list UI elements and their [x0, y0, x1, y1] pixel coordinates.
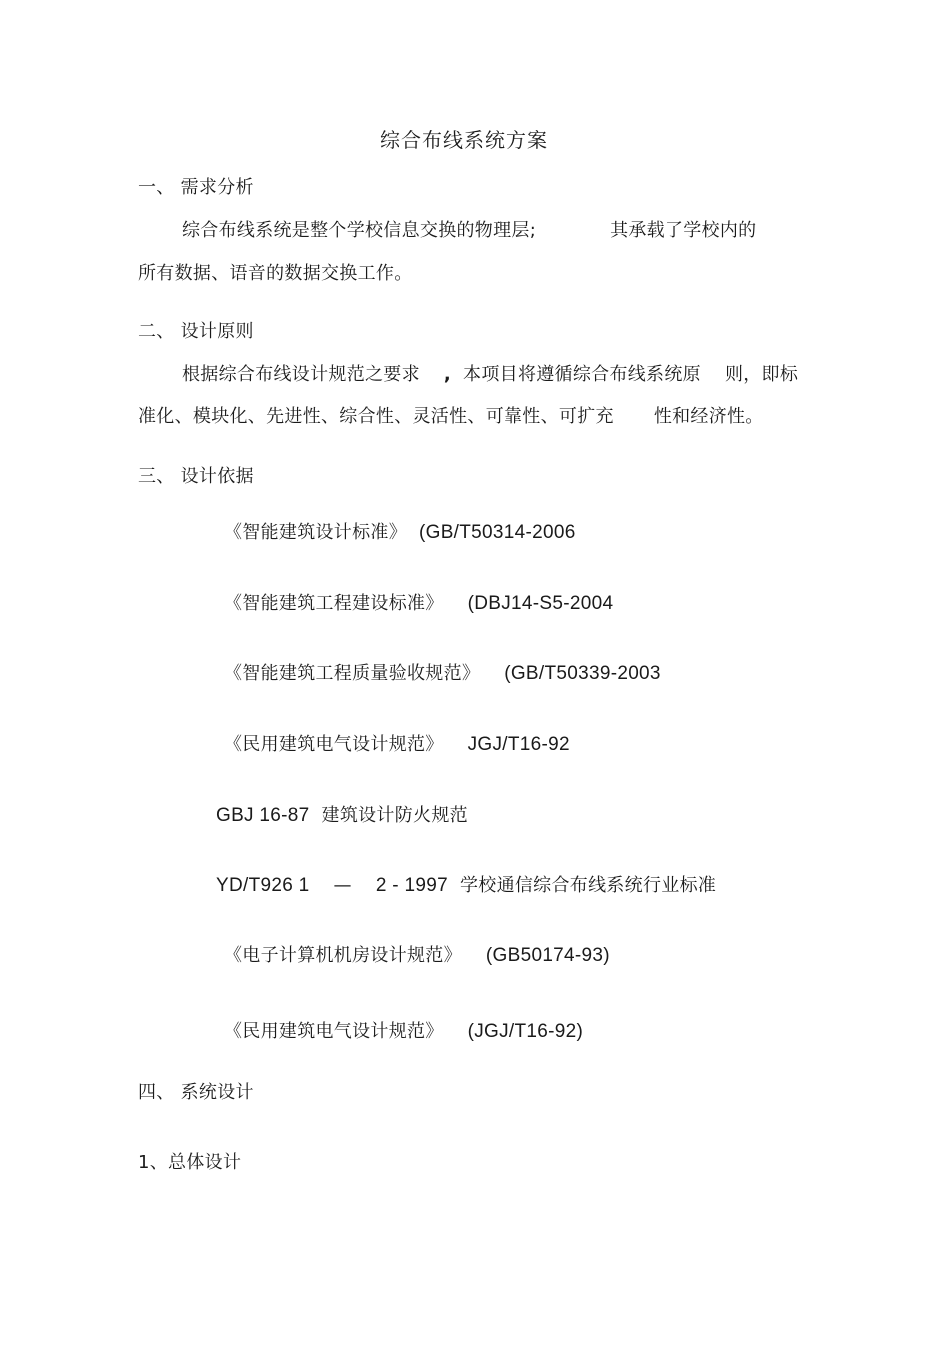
- reference-name: 《智能建筑工程质量验收规范》: [224, 663, 481, 684]
- reference-name: 建筑设计防火规范: [321, 805, 468, 826]
- reference-item: [224, 944, 610, 968]
- reference-item: [224, 1020, 583, 1044]
- text-fragment: 综合布线系统是整个学校信息交换的物理层;: [182, 220, 537, 241]
- reference-name: 《智能建筑设计标准》: [224, 522, 407, 543]
- reference-item: [216, 804, 468, 828]
- reference-item: [224, 521, 576, 545]
- reference-code: (DBJ14-S5-2004: [467, 593, 614, 614]
- reference-code: (GB/T50339-2003: [504, 663, 661, 684]
- reference-dash: —: [333, 875, 352, 896]
- reference-name: 《民用建筑电气设计规范》: [224, 1021, 444, 1042]
- section-heading-basis: 三、 设计依据: [138, 466, 254, 487]
- reference-item: [224, 733, 570, 757]
- paragraph-requirements-line2: 所有数据、语音的数据交换工作。: [138, 263, 413, 284]
- text-fragment: 性和经济性。: [653, 406, 764, 427]
- reference-code: (JGJ/T16-92): [467, 1021, 584, 1042]
- reference-item: [224, 662, 661, 686]
- reference-code: 2 - 1997: [375, 875, 448, 896]
- reference-code: GBJ 16-87: [216, 805, 310, 826]
- section-heading-system-design: 四、 系统设计: [138, 1082, 254, 1103]
- text-fragment: 其承载了学校内的: [610, 220, 757, 241]
- reference-name: 《电子计算机机房设计规范》: [224, 945, 462, 966]
- paragraph-principles-line1: [182, 363, 798, 387]
- reference-code: YD/T926 1: [216, 875, 310, 896]
- reference-name: 《智能建筑工程建设标准》: [224, 593, 444, 614]
- reference-code: JGJ/T16-92: [467, 734, 570, 755]
- reference-item: [216, 874, 716, 898]
- reference-item: [224, 592, 613, 616]
- reference-name: 《民用建筑电气设计规范》: [224, 734, 444, 755]
- text-comma: ,: [443, 364, 452, 385]
- document-title: 综合布线系统方案: [380, 128, 548, 152]
- paragraph-requirements-line1: [182, 219, 756, 243]
- text-fragment: 根据综合布线设计规范之要求: [182, 364, 420, 385]
- section-heading-principles: 二、 设计原则: [138, 321, 254, 342]
- reference-code: (GB/T50314-2006: [419, 522, 576, 543]
- subsection-heading-overall-design: 1、总体设计: [138, 1152, 242, 1173]
- text-fragment: 本项目将遵循综合布线系统原: [463, 364, 701, 385]
- text-fragment: 则，即标: [724, 364, 799, 385]
- text-fragment: 准化、模块化、先进性、综合性、灵活性、可靠性、可扩充: [138, 406, 614, 427]
- reference-code: (GB50174-93): [485, 945, 610, 966]
- paragraph-principles-line2: [138, 405, 764, 429]
- section-heading-requirements: 一、 需求分析: [138, 177, 254, 198]
- reference-name: 学校通信综合布线系统行业标准: [459, 875, 717, 896]
